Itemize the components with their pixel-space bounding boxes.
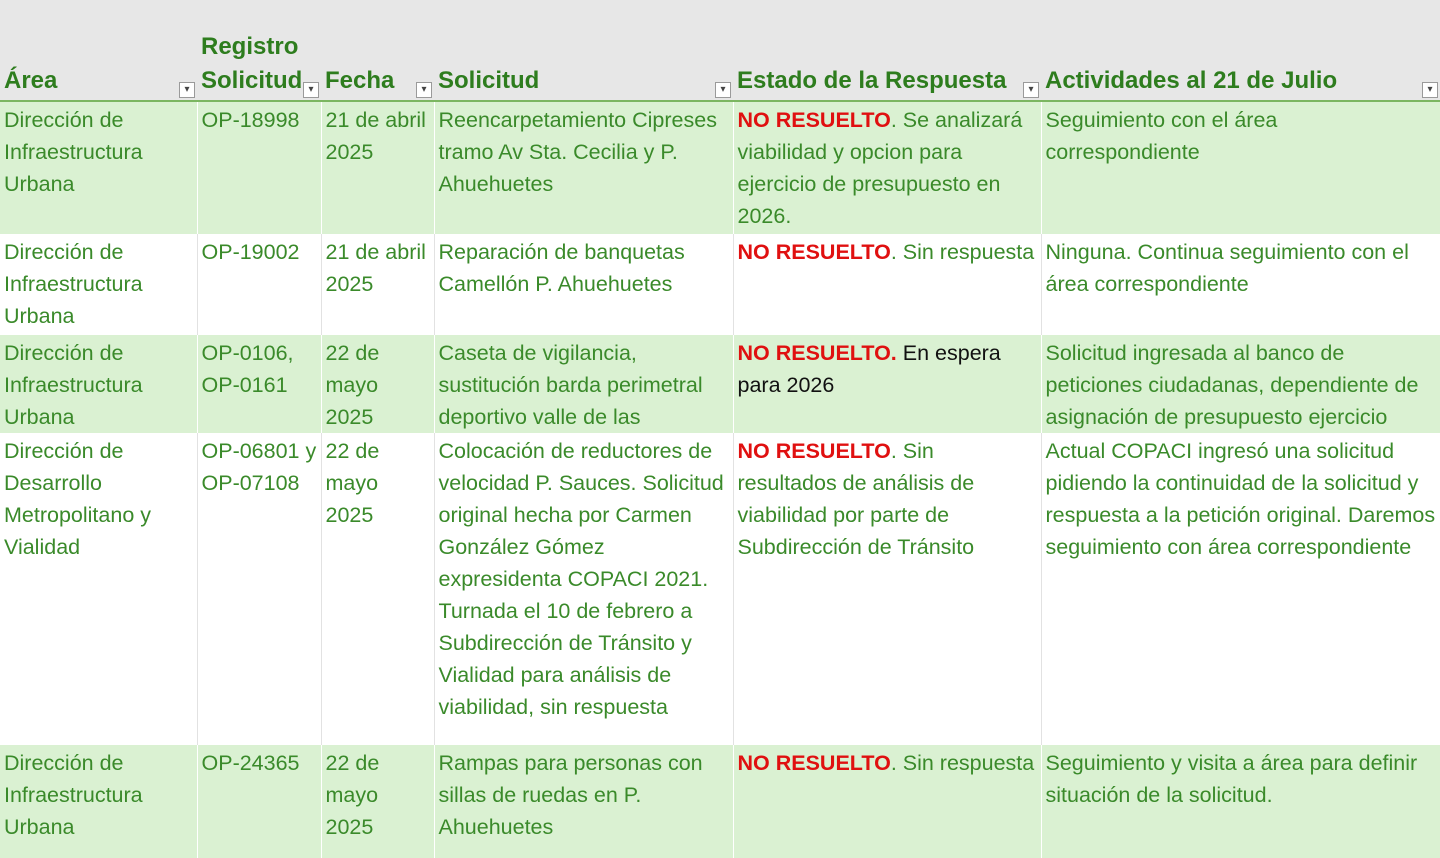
cell-estado[interactable] (733, 433, 1041, 745)
header-label-estado: Estado de la Respuesta (737, 67, 1007, 94)
col-header-registro[interactable] (197, 0, 321, 101)
cell-solicitud[interactable]: Reparación de banquetas Camellón P. Ahuehuetes (434, 234, 733, 335)
status-flag: NO RESUELTO (737, 240, 891, 264)
cell-actividades[interactable]: Seguimiento con el área correspondiente (1041, 101, 1440, 234)
table-row (0, 745, 1440, 858)
header-label-fecha: Fecha (325, 67, 395, 94)
cell-actividades[interactable]: Ninguna. Continua seguimiento con el área correspondiente (1041, 234, 1440, 335)
dropdown-icon[interactable]: ▾ (303, 82, 319, 98)
status-flag: NO RESUELTO (737, 439, 891, 463)
dropdown-icon[interactable]: ▾ (1023, 82, 1039, 98)
cell-area[interactable]: Dirección de Infraestructura Urbana (0, 745, 197, 858)
header-row (0, 0, 1440, 101)
table-row (0, 234, 1440, 335)
cell-registro[interactable]: OP-18998 (197, 101, 321, 234)
header-label-registro-2: Solicitud (201, 67, 303, 94)
cell-solicitud[interactable] (434, 335, 733, 433)
dropdown-icon[interactable]: ▾ (416, 82, 432, 98)
cell-registro[interactable]: OP-19002 (197, 234, 321, 335)
cell-area[interactable]: Dirección de Infraestructura Urbana (0, 234, 197, 335)
cell-solicitud[interactable]: Reencarpetamiento Cipreses tramo Av Sta. Cecilia y P. Ahuehuetes (434, 101, 733, 234)
table-row (0, 101, 1440, 234)
cell-registro[interactable]: OP-0106, OP-0161 (197, 335, 321, 433)
status-flag: NO RESUELTO (737, 751, 891, 775)
cell-solicitud[interactable]: Rampas para personas con sillas de ruedas en P. Ahuehuetes (434, 745, 733, 858)
dropdown-icon[interactable]: ▾ (715, 82, 731, 98)
status-text: En espera para 2026 (737, 341, 1001, 397)
cell-solicitud-text: Caseta de vigilancia, sustitución barda perimetral deportivo valle de las (438, 341, 703, 429)
cell-area[interactable]: Dirección de Infraestructura Urbana (0, 101, 197, 234)
cell-fecha[interactable]: 21 de abril 2025 (321, 101, 434, 234)
header-label-registro-1: Registro (201, 33, 299, 60)
cell-actividades[interactable] (1041, 335, 1440, 433)
filter-applied-icon[interactable]: ▾ (179, 82, 195, 98)
cell-estado[interactable] (733, 101, 1041, 234)
col-header-solicitud[interactable] (434, 0, 733, 101)
cell-area[interactable]: Dirección de Infraestructura Urbana (0, 335, 197, 433)
cell-area[interactable]: Dirección de Desarrollo Metropolitano y Vialidad (0, 433, 197, 745)
cell-estado[interactable] (733, 234, 1041, 335)
table-row (0, 433, 1440, 745)
header-label-actividades: Actividades al 21 de Julio (1045, 67, 1338, 94)
status-flag: NO RESUELTO. (737, 341, 897, 365)
status-text: . Sin resultados de análisis de viabilidad por parte de Subdirección de Tránsito (737, 439, 975, 559)
status-text: . Sin respuesta (890, 240, 1035, 264)
header-label-solicitud: Solicitud (438, 67, 540, 94)
cell-actividades-text: Solicitud ingresada al banco de peticiones ciudadanas, dependiente de asignación de presupuesto ejercicio (1045, 341, 1419, 429)
cell-registro[interactable]: OP-24365 (197, 745, 321, 858)
cell-fecha[interactable]: 22 de mayo 2025 (321, 433, 434, 745)
cell-solicitud[interactable]: Colocación de reductores de velocidad P. Sauces. Solicitud original hecha por Carmen González Gómez expresidenta COPACI 2021. Turnada el 10 de febrero a Subdirección de Tránsito y Vialidad para análisis de viabilidad, sin respuesta (434, 433, 733, 745)
cell-actividades[interactable]: Actual COPACI ingresó una solicitud pidiendo la continuidad de la solicitud y respuesta a la petición original. Daremos seguimiento con área correspondiente (1041, 433, 1440, 745)
status-flag: NO RESUELTO (737, 108, 891, 132)
col-header-actividades[interactable] (1041, 0, 1440, 101)
status-text: . Se analizará viabilidad y opcion para ejercicio de presupuesto en 2026. (737, 108, 1023, 228)
cell-fecha[interactable]: 22 de mayo 2025 (321, 745, 434, 858)
table-row (0, 335, 1440, 433)
cell-registro[interactable]: OP-06801 y OP-07108 (197, 433, 321, 745)
col-header-fecha[interactable] (321, 0, 434, 101)
cell-fecha[interactable]: 21 de abril 2025 (321, 234, 434, 335)
dropdown-icon[interactable]: ▾ (1422, 82, 1438, 98)
cell-fecha[interactable]: 22 de mayo 2025 (321, 335, 434, 433)
header-label-area: Área (4, 67, 58, 94)
status-text: . Sin respuesta (890, 751, 1035, 775)
col-header-estado[interactable] (733, 0, 1041, 101)
col-header-area[interactable] (0, 0, 197, 101)
cell-actividades[interactable]: Seguimiento y visita a área para definir situación de la solicitud. (1041, 745, 1440, 858)
cell-estado[interactable] (733, 745, 1041, 858)
cell-estado[interactable] (733, 335, 1041, 433)
